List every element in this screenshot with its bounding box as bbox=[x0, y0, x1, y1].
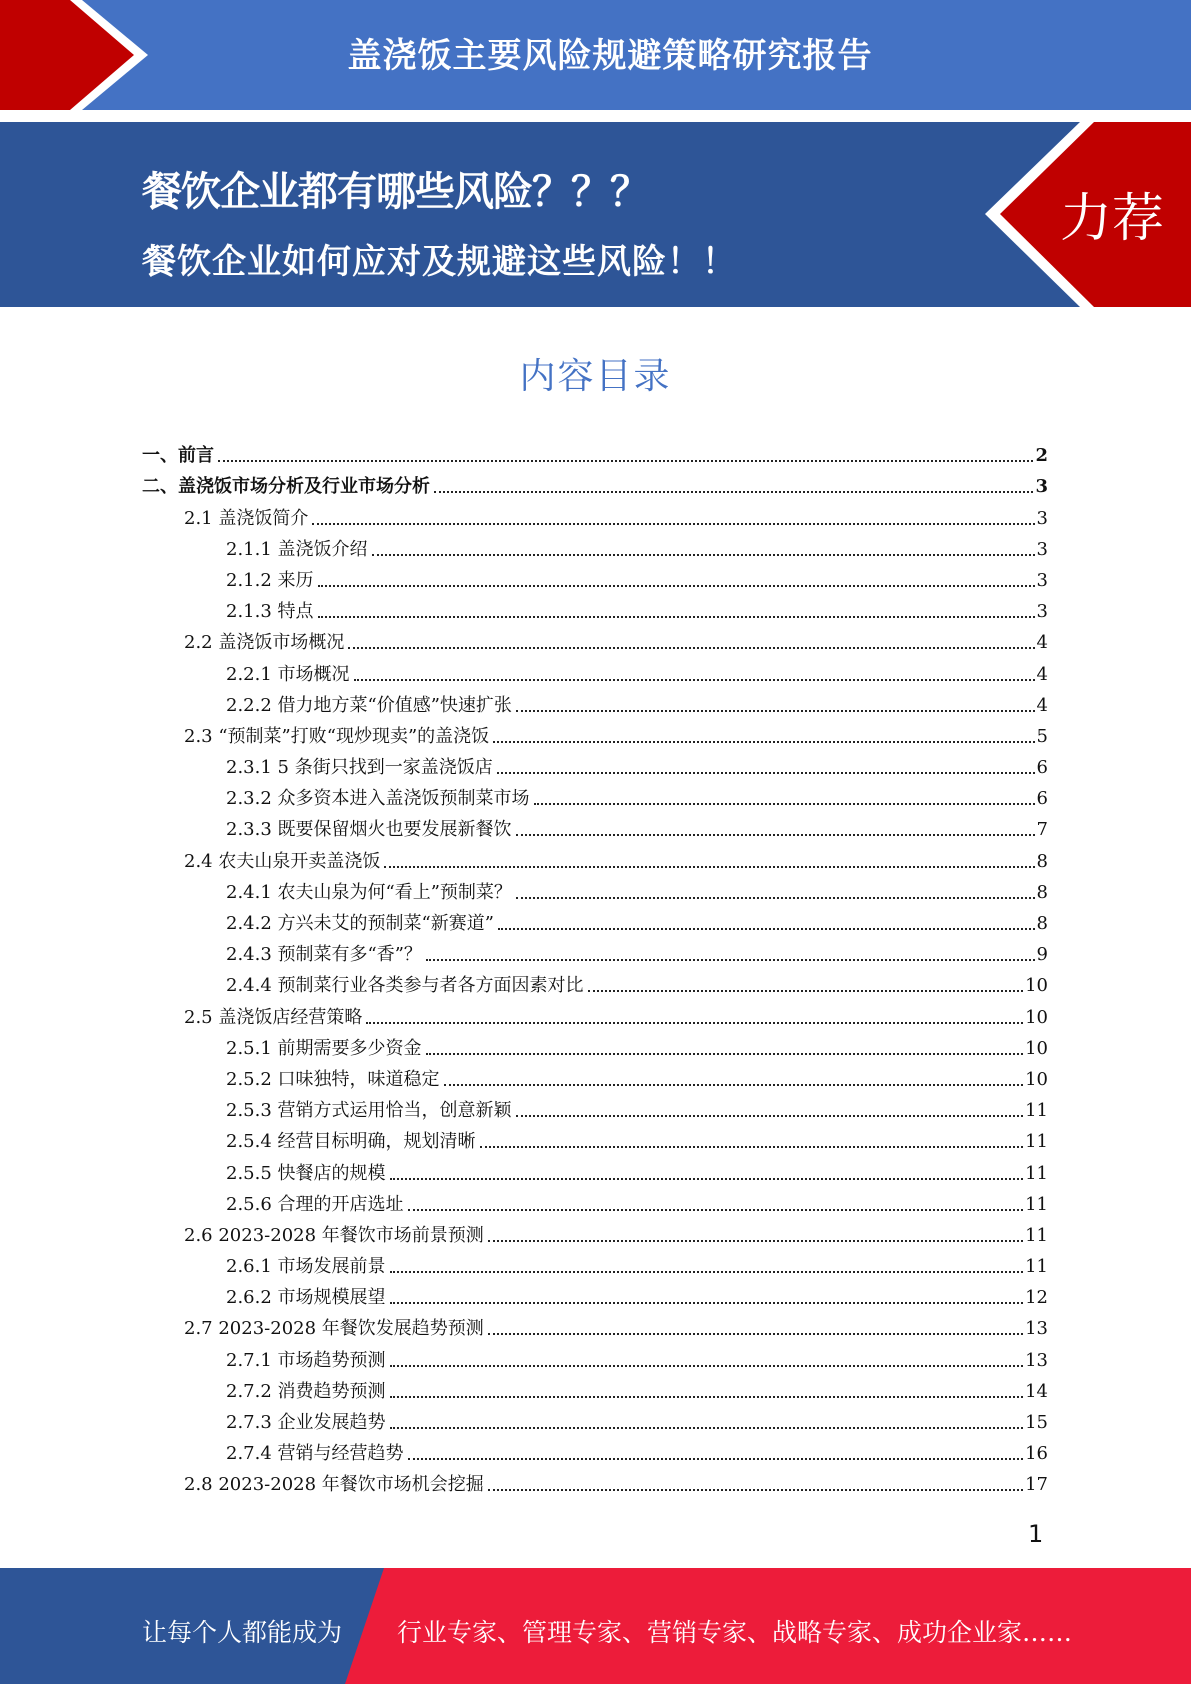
toc-leader-dots bbox=[390, 1365, 1024, 1367]
toc-entry-title: 2.3.2 众多资本进入盖浇饭预制菜市场 bbox=[226, 788, 530, 810]
toc-entry-page: 3 bbox=[1036, 569, 1048, 591]
toc-entry[interactable] bbox=[142, 1029, 1048, 1060]
toc-entry[interactable] bbox=[142, 530, 1048, 561]
toc-entry-title: 2.5.2 口味独特，味道稳定 bbox=[226, 1068, 440, 1090]
toc-leader-dots bbox=[480, 1146, 1024, 1148]
toc-entry[interactable] bbox=[142, 841, 1048, 872]
toc-entry[interactable] bbox=[142, 561, 1048, 592]
toc-entry-page: 14 bbox=[1025, 1380, 1048, 1402]
toc-leader-dots bbox=[390, 1302, 1024, 1304]
toc-entry-title: 2.2.1 市场概况 bbox=[226, 663, 350, 685]
toc-entry[interactable] bbox=[142, 1247, 1048, 1278]
toc-leader-dots bbox=[408, 1458, 1024, 1460]
toc-entry[interactable] bbox=[142, 1278, 1048, 1309]
toc-leader-dots bbox=[497, 772, 1035, 774]
toc-entry[interactable] bbox=[142, 1372, 1048, 1403]
toc-leader-dots bbox=[493, 741, 1034, 743]
toc-entry-page: 4 bbox=[1036, 632, 1048, 654]
toc-entry-page: 8 bbox=[1036, 913, 1048, 934]
recommend-badge: 力荐 bbox=[1060, 189, 1165, 249]
toc-entry-page: 4 bbox=[1036, 694, 1048, 716]
toc-entry-page: 11 bbox=[1025, 1100, 1048, 1122]
toc-leader-dots bbox=[426, 1053, 1024, 1055]
toc-leader-dots bbox=[498, 928, 1035, 930]
toc-entry-title: 2.3.1 5 条街只找到一家盖浇饭店 bbox=[226, 757, 493, 779]
toc-leader-dots bbox=[434, 491, 1033, 493]
toc-leader-dots bbox=[318, 585, 1035, 587]
toc-entry-title: 一、前言 bbox=[142, 445, 214, 467]
toc-entry-page: 2 bbox=[1035, 445, 1048, 467]
toc-leader-dots bbox=[218, 460, 1033, 462]
toc-entry[interactable] bbox=[142, 748, 1048, 779]
toc-leader-dots bbox=[366, 1022, 1023, 1024]
toc-entry-page: 10 bbox=[1025, 975, 1048, 997]
toc-entry-title: 2.7.2 消费趋势预测 bbox=[226, 1380, 386, 1402]
toc-entry[interactable] bbox=[142, 1153, 1048, 1184]
toc-leader-dots bbox=[354, 679, 1035, 681]
toc-leader-dots bbox=[372, 554, 1035, 556]
toc-entry-page: 11 bbox=[1025, 1193, 1048, 1215]
toc-leader-dots bbox=[312, 523, 1034, 525]
toc-entry[interactable] bbox=[142, 498, 1048, 529]
toc-entry-title: 2.7.1 市场趋势预测 bbox=[226, 1349, 386, 1371]
toc-leader-dots bbox=[390, 1178, 1024, 1180]
toc-entry-title: 2.6.2 市场规模展望 bbox=[226, 1287, 386, 1309]
toc-entry[interactable] bbox=[142, 623, 1048, 654]
toc-entry-title: 2.1.1 盖浇饭介绍 bbox=[226, 538, 368, 560]
toc-leader-dots bbox=[390, 1396, 1024, 1398]
toc-entry[interactable] bbox=[142, 1340, 1048, 1371]
toc-entry-title: 2.1.3 特点 bbox=[226, 601, 314, 623]
toc-leader-dots bbox=[488, 1489, 1023, 1491]
page-number: 1 bbox=[1028, 1520, 1044, 1548]
toc-entry-title: 2.4.1 农夫山泉为何“看上”预制菜？ bbox=[226, 881, 512, 903]
toc-entry[interactable] bbox=[142, 779, 1048, 810]
toc-entry-page: 8 bbox=[1036, 850, 1048, 872]
toc-entry-page: 9 bbox=[1036, 944, 1048, 966]
toc-entry-page: 11 bbox=[1025, 1256, 1048, 1278]
toc-entry-page: 10 bbox=[1025, 1037, 1048, 1059]
toc-entry-page: 15 bbox=[1025, 1412, 1048, 1433]
toc-entry-title: 2.5.6 合理的开店选址 bbox=[226, 1193, 404, 1215]
toc-entry-page: 3 bbox=[1036, 601, 1048, 623]
toc-entry[interactable] bbox=[142, 1122, 1048, 1153]
toc-leader-dots bbox=[408, 1209, 1024, 1211]
toc-leader-dots bbox=[488, 1240, 1023, 1242]
toc-leader-dots bbox=[390, 1271, 1024, 1273]
toc-entry[interactable] bbox=[142, 997, 1048, 1028]
toc-entry[interactable] bbox=[142, 810, 1048, 841]
toc-entry[interactable] bbox=[142, 966, 1048, 997]
toc-leader-dots bbox=[516, 834, 1035, 836]
toc-entry-title: 2.4.3 预制菜有多“香”？ bbox=[226, 944, 422, 966]
toc-entry-page: 3 bbox=[1036, 538, 1048, 560]
toc-entry-page: 6 bbox=[1036, 788, 1048, 810]
banner-question-2: 餐饮企业如何应对及规避这些风险！！ bbox=[142, 242, 737, 282]
footer-slogan-right: 行业专家、管理专家、营销专家、战略专家、成功企业家…… bbox=[397, 1618, 1073, 1647]
toc-leader-dots bbox=[588, 990, 1024, 992]
report-title: 盖浇饭主要风险规避策略研究报告 bbox=[347, 36, 873, 76]
toc-entry-title: 2.6 2023-2028 年餐饮市场前景预测 bbox=[184, 1224, 484, 1246]
toc-entry-title: 2.5 盖浇饭店经营策略 bbox=[184, 1006, 363, 1028]
toc-entry-title: 二、盖浇饭市场分析及行业市场分析 bbox=[142, 476, 430, 498]
toc-leader-dots bbox=[516, 1115, 1024, 1117]
toc-entry[interactable] bbox=[142, 1060, 1048, 1091]
toc-entry[interactable] bbox=[142, 654, 1048, 685]
toc-entry[interactable] bbox=[142, 686, 1048, 717]
toc-entry-page: 17 bbox=[1025, 1474, 1048, 1496]
toc-entry[interactable] bbox=[142, 1091, 1048, 1122]
toc-entry-page: 13 bbox=[1025, 1318, 1048, 1340]
toc-entry-page: 10 bbox=[1025, 1006, 1048, 1028]
toc-entry-page: 3 bbox=[1036, 507, 1048, 529]
toc-leader-dots bbox=[318, 616, 1035, 618]
toc-leader-dots bbox=[516, 710, 1035, 712]
toc-leader-dots bbox=[516, 897, 1035, 899]
toc-entry-page: 16 bbox=[1025, 1443, 1048, 1465]
toc-leader-dots bbox=[426, 959, 1035, 961]
toc-leader-dots bbox=[534, 803, 1035, 805]
toc-entry-page: 11 bbox=[1025, 1131, 1048, 1153]
toc-entry-page: 5 bbox=[1036, 725, 1048, 747]
toc-entry-title: 2.5.3 营销方式运用恰当，创意新颖 bbox=[226, 1100, 512, 1122]
toc-entry-title: 2.4 农夫山泉开卖盖浇饭 bbox=[184, 850, 381, 872]
toc-entry-title: 2.2 盖浇饭市场概况 bbox=[184, 632, 345, 654]
toc-entry-title: 2.4.2 方兴未艾的预制菜“新赛道” bbox=[226, 913, 494, 934]
toc-entry-page: 7 bbox=[1036, 819, 1048, 841]
toc-entry-title: 2.7 2023-2028 年餐饮发展趋势预测 bbox=[184, 1318, 484, 1340]
toc-entry-title: 2.7.4 营销与经营趋势 bbox=[226, 1443, 404, 1465]
toc-entry-page: 12 bbox=[1025, 1287, 1048, 1309]
toc-leader-dots bbox=[348, 647, 1034, 649]
toc-entry[interactable] bbox=[142, 873, 1048, 904]
toc-entry[interactable] bbox=[142, 717, 1048, 748]
toc-entry-title: 2.8 2023-2028 年餐饮市场机会挖掘 bbox=[184, 1474, 484, 1496]
toc-entry-page: 8 bbox=[1036, 881, 1048, 903]
toc-entry-page: 13 bbox=[1025, 1349, 1048, 1371]
toc-entry-title: 2.5.1 前期需要多少资金 bbox=[226, 1037, 422, 1059]
toc-list bbox=[142, 436, 1048, 1496]
toc-entry[interactable] bbox=[142, 935, 1048, 966]
toc-entry-page: 10 bbox=[1025, 1068, 1048, 1090]
toc-entry-page: 3 bbox=[1035, 476, 1048, 498]
toc-entry-title: 2.1.2 来历 bbox=[226, 569, 314, 591]
toc-entry[interactable] bbox=[142, 1216, 1048, 1247]
toc-title: 内容目录 bbox=[519, 356, 672, 397]
toc-leader-dots bbox=[384, 866, 1034, 868]
toc-entry[interactable] bbox=[142, 1185, 1048, 1216]
toc-entry[interactable] bbox=[142, 1465, 1048, 1496]
toc-entry-page: 11 bbox=[1025, 1162, 1048, 1184]
toc-entry-title: 2.7.3 企业发展趋势 bbox=[226, 1412, 386, 1433]
toc-entry-page: 4 bbox=[1036, 663, 1048, 685]
footer-slogan-left: 让每个人都能成为 bbox=[142, 1618, 343, 1647]
toc-entry[interactable] bbox=[142, 592, 1048, 623]
toc-entry[interactable] bbox=[142, 904, 1048, 935]
toc-entry-title: 2.6.1 市场发展前景 bbox=[226, 1256, 386, 1278]
toc-entry-title: 2.4.4 预制菜行业各类参与者各方面因素对比 bbox=[226, 975, 584, 997]
toc-entry-title: 2.1 盖浇饭简介 bbox=[184, 507, 309, 529]
toc-entry-page: 6 bbox=[1036, 757, 1048, 779]
toc-entry[interactable] bbox=[142, 1403, 1048, 1434]
toc-entry[interactable] bbox=[142, 467, 1048, 498]
toc-entry-title: 2.3 “预制菜”打败“现炒现卖”的盖浇饭 bbox=[184, 725, 490, 747]
toc-entry-title: 2.5.5 快餐店的规模 bbox=[226, 1162, 386, 1184]
toc-entry[interactable] bbox=[142, 1309, 1048, 1340]
toc-entry-title: 2.5.4 经营目标明确，规划清晰 bbox=[226, 1131, 476, 1153]
toc-leader-dots bbox=[444, 1084, 1024, 1086]
toc-leader-dots bbox=[390, 1427, 1024, 1429]
banner-question-1: 餐饮企业都有哪些风险？？？ bbox=[142, 169, 649, 215]
toc-leader-dots bbox=[488, 1333, 1023, 1335]
toc-entry[interactable] bbox=[142, 436, 1048, 467]
toc-entry[interactable] bbox=[142, 1434, 1048, 1465]
toc-entry-title: 2.3.3 既要保留烟火也要发展新餐饮 bbox=[226, 819, 512, 841]
toc-entry-title: 2.2.2 借力地方菜“价值感”快速扩张 bbox=[226, 694, 512, 716]
toc-entry-page: 11 bbox=[1025, 1224, 1048, 1246]
